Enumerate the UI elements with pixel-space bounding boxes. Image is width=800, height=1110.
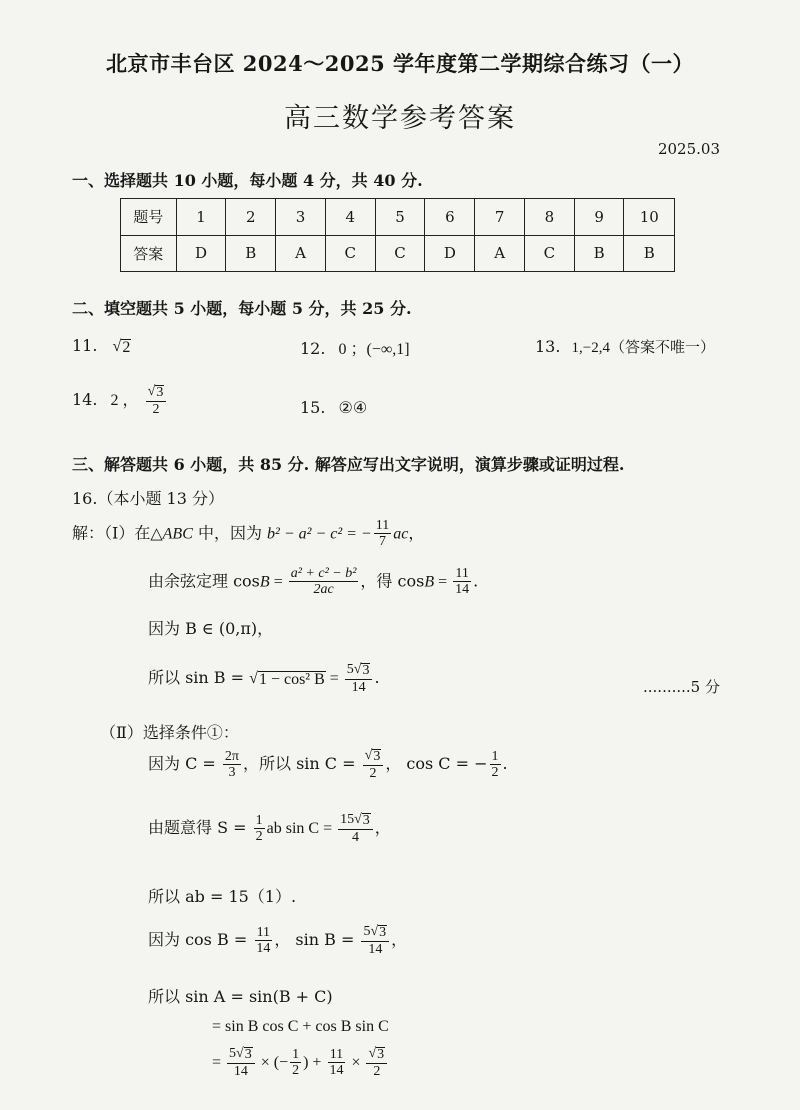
- q15-answer: [300, 398, 367, 417]
- equals: =: [325, 670, 343, 688]
- table-cell: 1: [176, 199, 226, 236]
- q14-answer: [72, 384, 168, 417]
- punct: .: [473, 571, 479, 591]
- solution-line-5: [148, 748, 508, 781]
- table-cell: B: [226, 235, 276, 272]
- text: 由题意得 S =: [148, 818, 252, 838]
- q12-number: 12.: [300, 339, 326, 358]
- row-label-answer: 答案: [121, 235, 177, 272]
- solution-line-9: 所以 sin A = sin(B + C): [148, 987, 333, 1006]
- numerator: 1: [292, 1046, 300, 1062]
- table-cell: D: [176, 235, 226, 272]
- text: ，得 cos: [360, 571, 425, 591]
- denominator: 4: [351, 829, 359, 845]
- radicand: 3: [362, 663, 370, 678]
- q11-number: 11.: [72, 336, 98, 355]
- numerator: 2π: [224, 748, 239, 764]
- q13-answer: [535, 336, 715, 357]
- table-cell: 10: [624, 199, 675, 236]
- triangle-name: ABC: [162, 525, 193, 543]
- text: ， cos C = −: [385, 754, 488, 774]
- equals: =: [434, 573, 452, 591]
- denominator: 3: [228, 765, 236, 781]
- denominator: 2: [373, 1063, 381, 1079]
- table-cell: 9: [574, 199, 624, 236]
- table-cell: 8: [524, 199, 574, 236]
- numerator: 1: [255, 812, 263, 828]
- equals: =: [212, 1054, 226, 1072]
- sqrt-expression: √ 2: [112, 338, 131, 356]
- q14-fraction: √ 3 2: [146, 384, 167, 417]
- punct: ，: [391, 930, 408, 950]
- table-cell: C: [375, 235, 425, 272]
- section2-heading: 二、填空题共 5 小题，每小题 5 分，共 25 分.: [72, 299, 412, 318]
- numerator: a² + c² − b²: [290, 566, 357, 581]
- fraction: √ 3 2: [366, 1046, 387, 1079]
- text: ，所以 sin C =: [243, 754, 361, 774]
- text: 由余弦定理 cos: [148, 571, 260, 591]
- text: 所以 sin B =: [148, 668, 250, 688]
- text: 因为 C =: [148, 754, 221, 774]
- table-cell: C: [524, 235, 574, 272]
- numerator: 11: [256, 924, 271, 940]
- table-cell: A: [475, 235, 525, 272]
- radicand: 3: [377, 1047, 385, 1062]
- radicand: 1 − cos² B: [258, 671, 325, 689]
- intro-text: 解：（Ⅰ）在△: [72, 523, 163, 543]
- fraction: [254, 813, 265, 845]
- operator: × (−: [256, 1054, 289, 1072]
- q11-answer: [72, 336, 131, 357]
- denominator: 14: [351, 679, 366, 695]
- fraction: 5 √ 3 14: [345, 662, 373, 695]
- table-cell: 7: [475, 199, 525, 236]
- q12-answer: [300, 336, 410, 359]
- exam-title: 北京市丰台区 2024～2025 学年度第二学期综合练习（一）: [105, 51, 694, 76]
- section3-heading: 三、解答题共 6 小题，共 85 分. 解答应写出文字说明，演算步骤或证明过程.: [72, 455, 625, 474]
- radicand: 3: [373, 749, 381, 764]
- numerator: 11: [375, 518, 390, 533]
- denominator: 2ac: [313, 582, 334, 598]
- fraction: [453, 566, 471, 598]
- variable: ac: [393, 525, 409, 543]
- radicand: 3: [379, 925, 387, 940]
- solution-line-6: [148, 812, 391, 845]
- fraction: [327, 1047, 345, 1079]
- fraction: 5 √ 3 14: [361, 924, 389, 957]
- coefficient: 5: [346, 662, 354, 677]
- table-cell: D: [425, 235, 475, 272]
- multiple-choice-answer-table: [120, 198, 675, 272]
- fraction: 5 √ 3 14: [227, 1046, 255, 1079]
- table-cell: A: [276, 235, 326, 272]
- numerator: 11: [329, 1046, 344, 1062]
- coefficient: 5: [363, 924, 371, 939]
- q14-number: 14.: [72, 390, 98, 410]
- solution-line-2: [148, 566, 478, 598]
- solution-line-7: 所以 ab = 15（1）.: [148, 887, 297, 906]
- solution-line-10: = sin B cos C + cos B sin C: [212, 1018, 389, 1035]
- coefficient: 15: [340, 812, 355, 827]
- denominator: 14: [256, 941, 271, 957]
- radicand: 3: [362, 813, 370, 828]
- table-cell: C: [325, 235, 375, 272]
- variable: B: [259, 573, 270, 591]
- punct: .: [374, 668, 380, 688]
- punct: .: [502, 754, 508, 774]
- denominator: 14: [368, 941, 383, 957]
- section1-heading: 一、选择题共 10 小题，每小题 4 分，共 40 分.: [72, 171, 423, 190]
- solution-line-8: [148, 924, 407, 957]
- denominator: 2: [369, 765, 377, 781]
- part2-heading: （Ⅱ）选择条件①：: [100, 723, 239, 742]
- solution-line-3: 因为 B ∈ (0,π)，: [148, 619, 274, 638]
- fraction: [289, 566, 359, 598]
- denominator: 14: [329, 1063, 344, 1079]
- q12-value: 0 ；(−∞,1]: [338, 341, 410, 358]
- operator: ) +: [303, 1054, 326, 1072]
- q13-value: 1,−2,4（答案不唯一）: [571, 340, 716, 356]
- denominator: 14: [455, 582, 470, 598]
- numerator: 11: [455, 566, 469, 581]
- operator: ×: [347, 1054, 365, 1072]
- row-label-number: 题号: [121, 199, 177, 236]
- punct: ，: [374, 818, 391, 838]
- q13-number: 13.: [535, 337, 561, 356]
- table-row-answers: [121, 235, 675, 272]
- q15-number: 15.: [300, 398, 326, 417]
- radicand: 2: [122, 339, 131, 356]
- fraction: [374, 518, 391, 550]
- fraction: √ 3 2: [363, 748, 384, 781]
- fraction: 15 √ 3 4: [338, 812, 373, 845]
- text: 中，因为: [192, 523, 268, 543]
- table-cell: B: [624, 235, 675, 272]
- text: 因为 cos B =: [148, 930, 253, 950]
- table-cell: 5: [375, 199, 425, 236]
- variable: B: [424, 573, 435, 591]
- exam-date: 2025.03: [657, 140, 720, 158]
- sqrt-expression: √ 1 − cos² B: [249, 670, 325, 689]
- solution-line-11: [212, 1046, 389, 1079]
- coefficient: 5: [229, 1046, 237, 1061]
- denominator: 14: [233, 1063, 248, 1079]
- equation-lhs: b² − a² − c² = −: [267, 525, 372, 543]
- text: ab sin C =: [266, 820, 337, 838]
- equals: =: [269, 573, 287, 591]
- radicand: 3: [156, 385, 164, 400]
- fraction: [254, 925, 272, 957]
- punct: ，: [408, 523, 425, 543]
- table-cell: 4: [325, 199, 375, 236]
- table-cell: 2: [226, 199, 276, 236]
- answer-subtitle: 高三数学参考答案: [284, 103, 516, 134]
- denominator: 2: [152, 401, 160, 417]
- table-row-numbers: [121, 199, 675, 236]
- table-cell: 3: [276, 199, 326, 236]
- table-cell: B: [574, 235, 624, 272]
- denominator: 2: [491, 765, 499, 781]
- q15-value: ②④: [338, 398, 368, 417]
- solution-line-4: [148, 662, 380, 695]
- q16-title: 16.（本小题 13 分）: [72, 489, 224, 508]
- denominator: 2: [255, 829, 263, 845]
- q14-first: 2 ，: [110, 392, 139, 410]
- numerator: 1: [491, 748, 499, 764]
- score-mark: ..........5 分: [643, 678, 720, 696]
- radicand: 3: [244, 1047, 252, 1062]
- table-cell: 6: [425, 199, 475, 236]
- denominator: 2: [292, 1063, 300, 1079]
- fraction: [223, 749, 241, 781]
- text: ， sin B =: [274, 930, 360, 950]
- solution-line-1: [72, 518, 424, 550]
- fraction: [490, 749, 501, 781]
- fraction: [290, 1047, 301, 1079]
- denominator: 7: [378, 534, 386, 550]
